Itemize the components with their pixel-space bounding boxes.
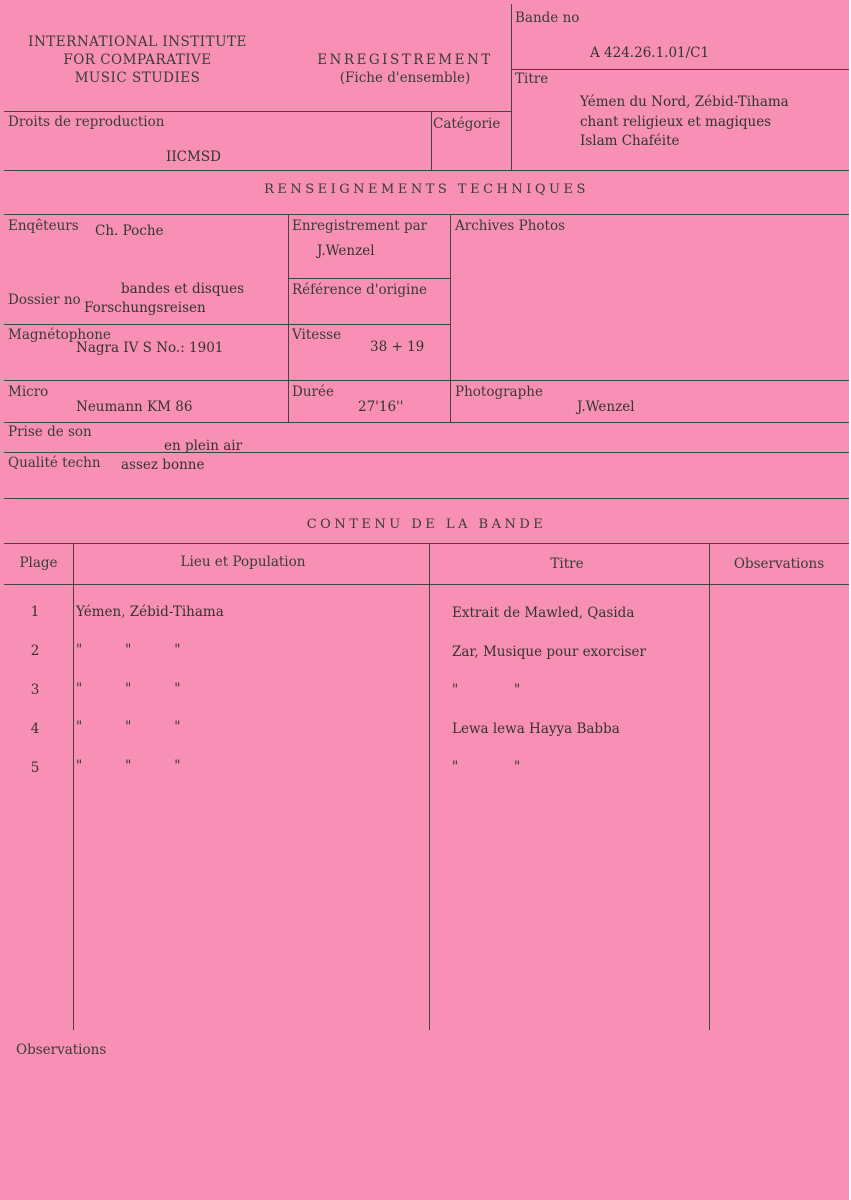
contents-heading: CONTENU DE LA BANDE — [306, 517, 547, 532]
institute-line-3: MUSIC STUDIES — [74, 70, 201, 86]
tech-col-2 — [450, 214, 451, 422]
col-header-plage: Plage — [19, 555, 58, 571]
table-row-5-lieu: " " " — [76, 758, 181, 774]
table-row-1-plage: 1 — [30, 604, 40, 620]
table-row-3-titre: " " — [452, 682, 521, 698]
titre-line-2: chant religieux et magiques — [580, 114, 772, 130]
contents-top-rule — [4, 543, 849, 544]
enqueteurs-label: Enqêteurs — [8, 218, 79, 234]
dossier-value-2: Forschungsreisen — [84, 300, 206, 316]
titre-line-3: Islam Chaféite — [580, 133, 680, 149]
micro-value: Neumann KM 86 — [76, 399, 193, 415]
table-row-1-lieu: Yémen, Zébid-Tihama — [76, 604, 224, 620]
qualite-value: assez bonne — [121, 457, 205, 473]
enregistrement-title: ENREGISTREMENT — [317, 52, 493, 68]
photographe-value: J.Wenzel — [577, 399, 635, 415]
bande-value: A 424.26.1.01/C1 — [590, 45, 710, 61]
tech-rule-magneto — [4, 324, 450, 325]
tech-rule-prise — [4, 422, 849, 423]
table-row-3-plage: 3 — [30, 682, 40, 698]
table-row-5-titre: " " — [452, 759, 521, 775]
enregistrement-par-label: Enregistrement par — [292, 218, 428, 234]
titre-label: Titre — [515, 71, 549, 87]
archives-photos-label: Archives Photos — [455, 218, 565, 234]
contents-col-3 — [709, 543, 710, 1030]
contents-col-2 — [429, 543, 430, 1030]
header-divider-bande-titre — [511, 69, 849, 70]
dossier-label: Dossier no — [8, 292, 81, 308]
photographe-label: Photographe — [455, 384, 543, 400]
tech-col-1 — [288, 214, 289, 422]
contents-col-1 — [73, 543, 74, 1030]
fiche-subtitle: (Fiche d'ensemble) — [339, 70, 471, 86]
tech-rule-qualite — [4, 452, 849, 453]
contents-header-rule — [4, 584, 849, 585]
table-row-5-plage: 5 — [30, 760, 40, 776]
magnetophone-label: Magnétophone — [8, 327, 111, 343]
institute-line-1: INTERNATIONAL INSTITUTE — [28, 34, 247, 50]
col-header-titre: Titre — [550, 556, 584, 572]
table-row-4-plage: 4 — [30, 721, 40, 737]
duree-label: Durée — [292, 384, 334, 400]
dossier-value-1: bandes et disques — [121, 281, 245, 297]
reference-label: Référence d'origine — [292, 282, 428, 298]
tech-rule-micro — [4, 380, 849, 381]
header-bottom-rule — [4, 170, 849, 171]
table-row-4-lieu: " " " — [76, 719, 181, 735]
table-row-2-plage: 2 — [30, 643, 40, 659]
table-row-1-titre: Extrait de Mawled, Qasida — [452, 605, 635, 621]
table-row-3-lieu: " " " — [76, 681, 181, 697]
observations-label: Observations — [16, 1042, 107, 1058]
categorie-divider — [431, 111, 432, 170]
bande-label: Bande no — [515, 10, 580, 26]
prise-de-son-label: Prise de son — [8, 424, 92, 440]
tech-rule-bottom — [4, 498, 849, 499]
duree-value: 27'16'' — [358, 399, 404, 415]
table-row-2-titre: Zar, Musique pour exorciser — [452, 644, 647, 660]
droits-label: Droits de reproduction — [8, 114, 165, 130]
droits-value: IICMSD — [166, 149, 221, 165]
vitesse-label: Vitesse — [292, 327, 342, 343]
enqueteurs-value: Ch. Poche — [95, 223, 164, 239]
col-header-observations: Observations — [733, 556, 825, 572]
micro-label: Micro — [8, 384, 49, 400]
qualite-label: Qualité techn — [8, 455, 101, 471]
prise-de-son-value: en plein air — [164, 438, 243, 454]
col-header-lieu: Lieu et Population — [180, 554, 306, 570]
table-row-4-titre: Lewa lewa Hayya Babba — [452, 721, 620, 737]
header-divider-droits — [4, 111, 511, 112]
institute-line-2: FOR COMPARATIVE — [63, 52, 212, 68]
technical-heading: RENSEIGNEMENTS TECHNIQUES — [264, 182, 589, 197]
titre-line-1: Yémen du Nord, Zébid-Tihama — [580, 94, 789, 110]
technical-top-rule — [4, 214, 849, 215]
categorie-label: Catégorie — [433, 116, 501, 132]
magnetophone-value: Nagra IV S No.: 1901 — [76, 340, 224, 356]
enregistrement-par-value: J.Wenzel — [317, 243, 375, 259]
header-divider-right — [511, 4, 512, 170]
table-row-2-lieu: " " " — [76, 642, 181, 658]
tech-rule-ref — [288, 278, 450, 279]
vitesse-value: 38 + 19 — [370, 339, 425, 355]
